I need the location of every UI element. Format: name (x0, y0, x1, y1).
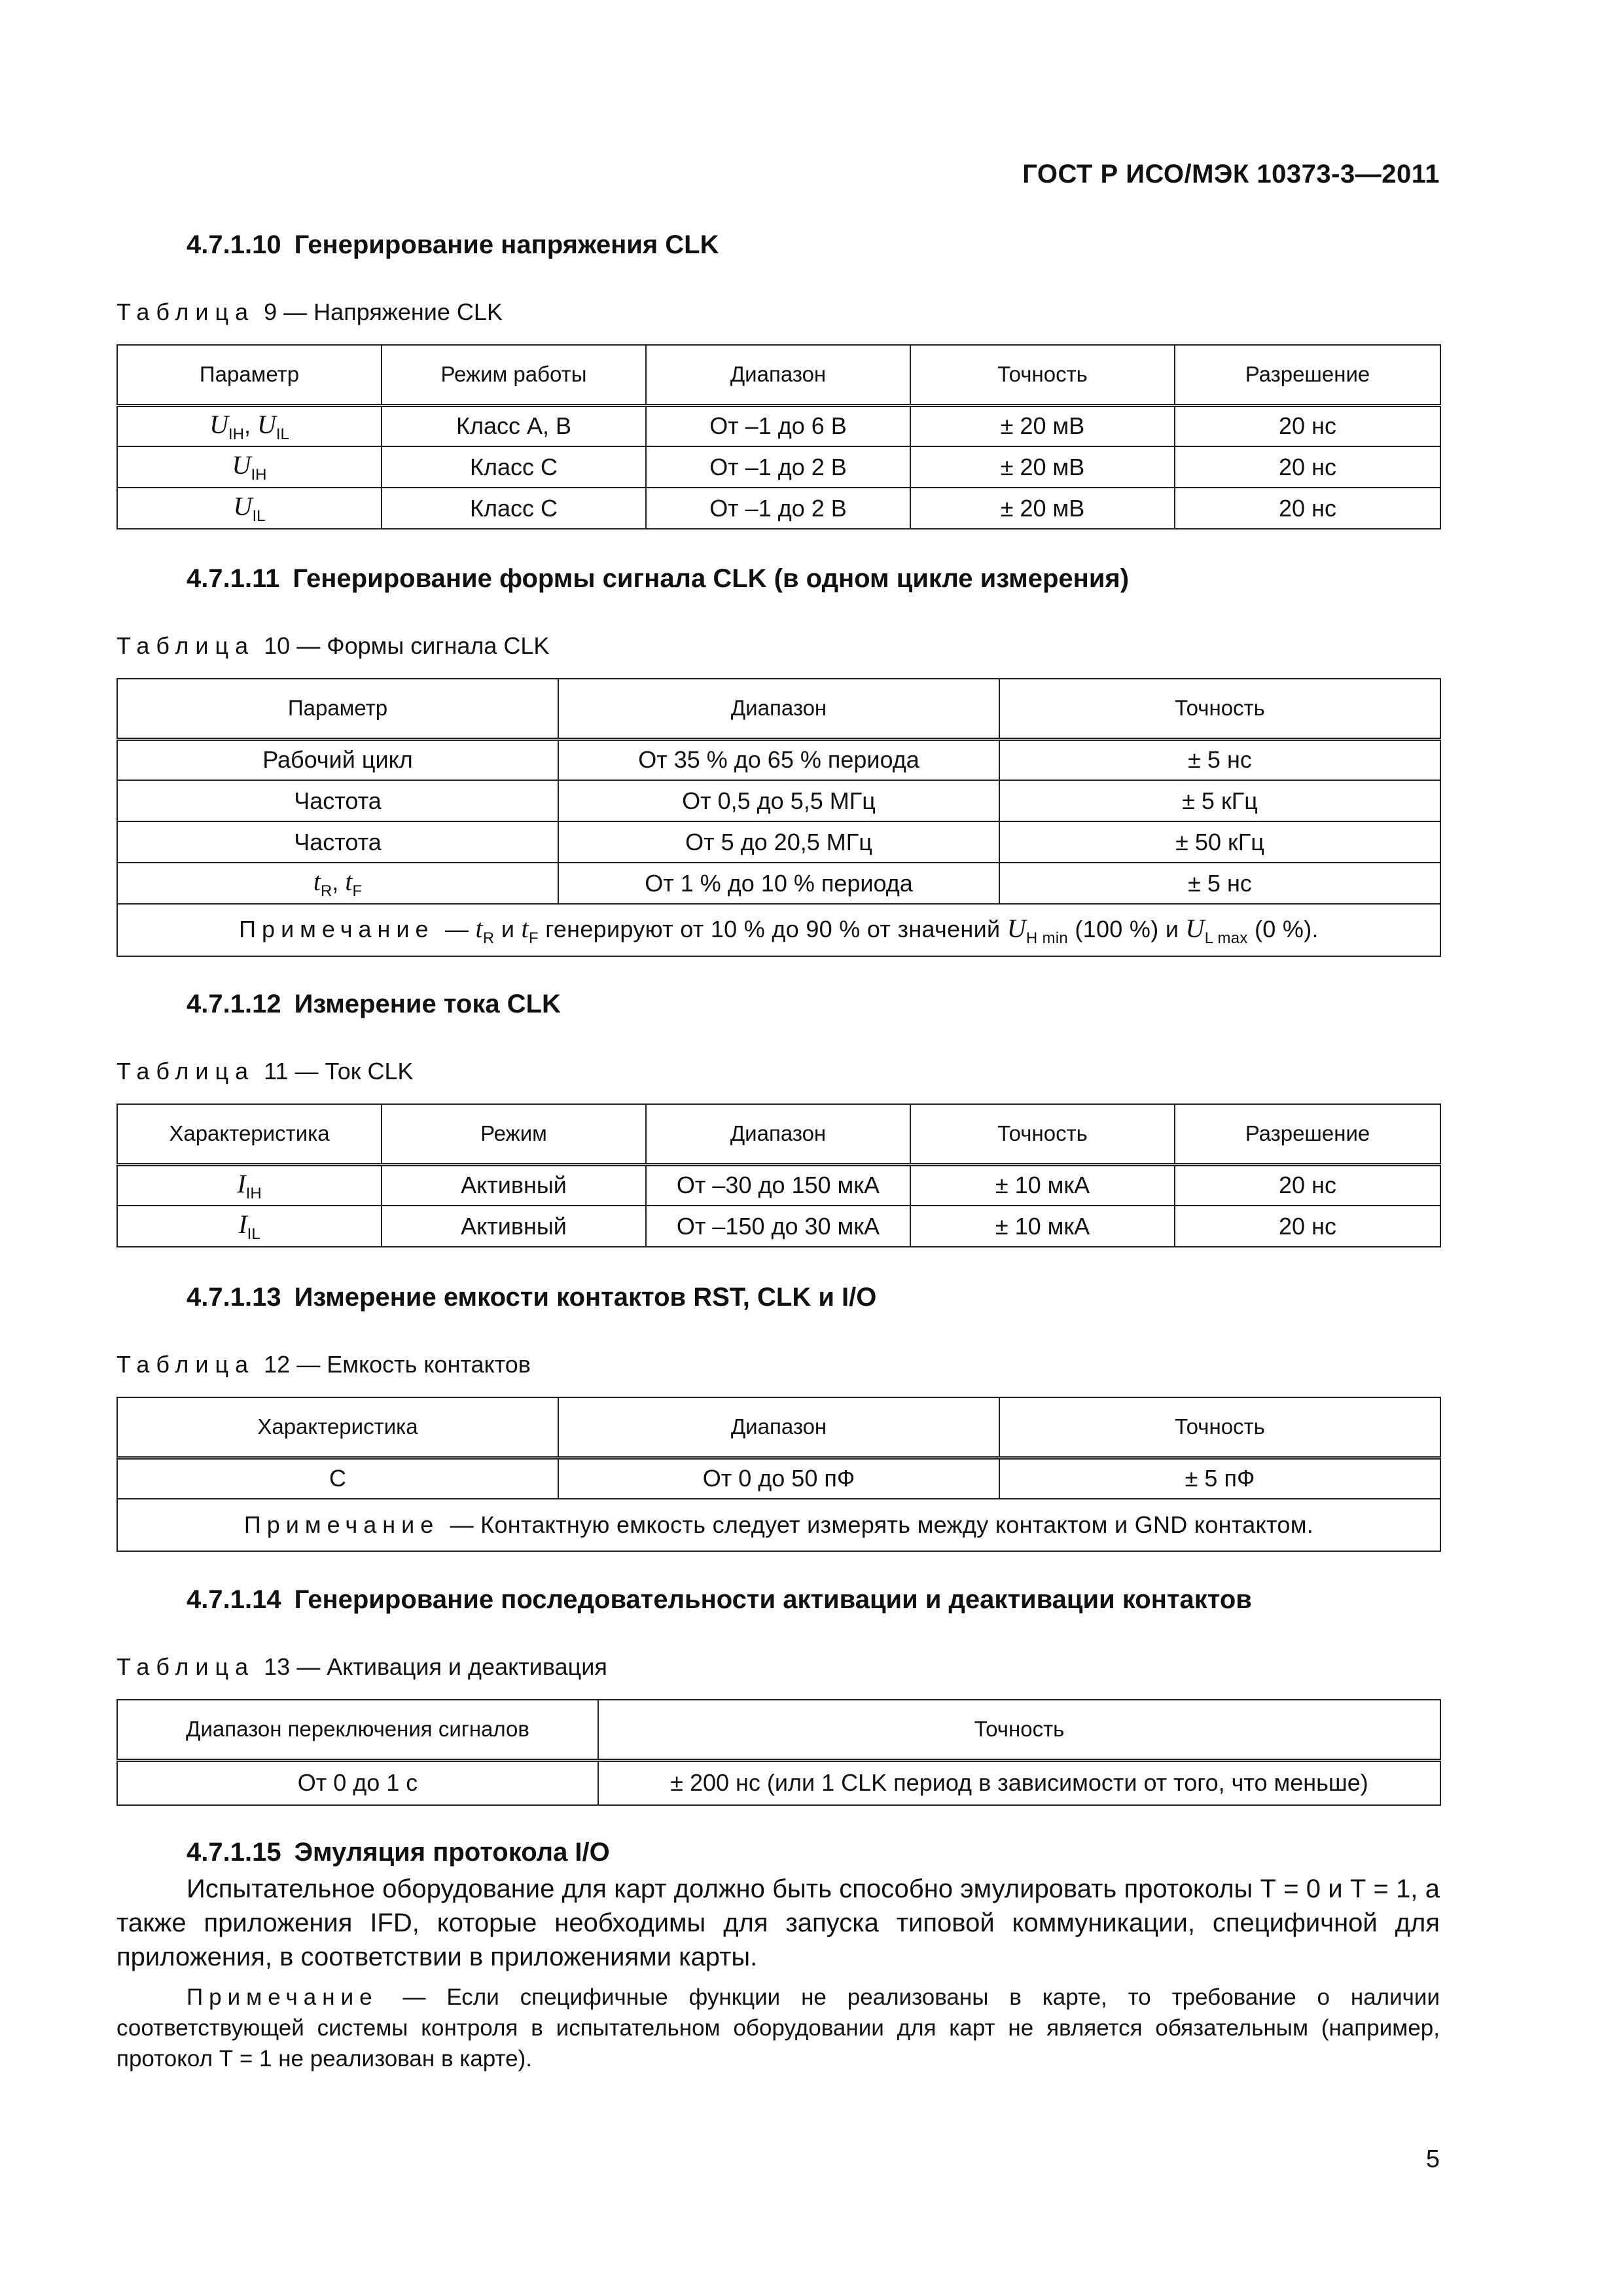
range-cell: От 0 до 1 с (117, 1760, 598, 1805)
mode-cell: Класс С (382, 446, 646, 488)
table-row (117, 863, 1440, 904)
range-cell: От –1 до 2 В (646, 446, 910, 488)
mode-cell: Класс А, В (382, 405, 646, 446)
range-cell: От –150 до 30 мкА (646, 1206, 910, 1247)
table-row (117, 446, 1440, 488)
accuracy-cell: ± 10 мкА (910, 1206, 1175, 1247)
column-header: Параметр (117, 345, 382, 405)
section-title: Эмуляция протокола I/O (294, 1838, 610, 1867)
parameter-cell: $I_{IL}$ (117, 1206, 382, 1247)
table-row (117, 405, 1440, 446)
section-heading-4-7-1-13 (187, 1283, 876, 1312)
section-number: 4.7.1.15 (187, 1838, 281, 1867)
parameter-cell: $I_{IH}$ (117, 1164, 382, 1206)
resolution-cell: 20 нс (1175, 405, 1440, 446)
table-10-clk-waveform (116, 678, 1441, 957)
range-cell: От –1 до 6 В (646, 405, 910, 446)
table-12-caption (116, 1351, 531, 1378)
table-caption-text: 11 — Ток CLK (264, 1058, 414, 1085)
accuracy-cell: ± 200 нс (или 1 CLK период в зависимости от того, что меньше) (598, 1760, 1440, 1805)
table-row (117, 780, 1440, 821)
table-word: Таблица (116, 1351, 255, 1378)
table-row (117, 1760, 1440, 1805)
parameter-cell: $U_{IH}$, $U_{IL}$ (117, 405, 382, 446)
column-header: Диапазон (558, 1397, 999, 1458)
accuracy-cell: ± 20 мВ (910, 488, 1175, 529)
column-header: Диапазон (646, 1104, 910, 1164)
range-cell: От –30 до 150 мкА (646, 1164, 910, 1206)
document-id-header: ГОСТ Р ИСО/МЭК 10373-3—2011 (1022, 160, 1440, 188)
table-row (117, 488, 1440, 529)
column-header: Параметр (117, 679, 558, 739)
section-number: 4.7.1.12 (187, 990, 281, 1018)
table-row (117, 1458, 1440, 1499)
column-header: Диапазон (558, 679, 999, 739)
parameter-cell: $U_{IL}$ (117, 488, 382, 529)
table-13-activation-deactivation (116, 1699, 1441, 1806)
resolution-cell: 20 нс (1175, 1164, 1440, 1206)
parameter-cell: Частота (117, 821, 558, 863)
range-cell: От 0 до 50 пФ (558, 1458, 999, 1499)
table-row (117, 821, 1440, 863)
table-note-row (117, 904, 1440, 956)
table-11-caption (116, 1058, 414, 1085)
accuracy-cell: ± 20 мВ (910, 446, 1175, 488)
table-11-clk-current (116, 1103, 1441, 1247)
column-header: Разрешение (1175, 1104, 1440, 1164)
section-title: Измерение емкости контактов RST, CLK и I/O (294, 1283, 877, 1312)
accuracy-cell: ± 5 нс (999, 739, 1440, 780)
section-heading-4-7-1-12 (187, 990, 561, 1019)
column-header: Точность (999, 1397, 1440, 1458)
table-caption-text: 10 — Формы сигнала CLK (264, 632, 550, 659)
range-cell: От 35 % до 65 % периода (558, 739, 999, 780)
range-cell: От 1 % до 10 % периода (558, 863, 999, 904)
section-number: 4.7.1.10 (187, 230, 281, 259)
range-cell: От –1 до 2 В (646, 488, 910, 529)
parameter-cell: Рабочий цикл (117, 739, 558, 780)
table-13-caption (116, 1653, 607, 1681)
section-heading-4-7-1-10 (187, 230, 719, 260)
table-note: Примечание — Контактную емкость следует измерять между контактом и GND контактом. (117, 1499, 1440, 1551)
parameter-cell: C (117, 1458, 558, 1499)
column-header: Точность (910, 1104, 1175, 1164)
section-title: Генерирование напряжения CLK (294, 230, 719, 259)
section-number: 4.7.1.11 (187, 564, 280, 593)
table-note: Примечание — $t_R$ и $t_F$ генерируют от 10 % до 90 % от значений $U_{H min}$ (100 %) и $U_{L max}$ (0 %). (117, 904, 1440, 956)
column-header: Характеристика (117, 1104, 382, 1164)
table-word: Таблица (116, 632, 255, 659)
parameter-cell: Частота (117, 780, 558, 821)
column-header: Режим (382, 1104, 646, 1164)
table-caption-text: 13 — Активация и деактивация (264, 1653, 607, 1680)
column-header: Точность (999, 679, 1440, 739)
section-heading-4-7-1-11 (187, 564, 1129, 594)
table-9-clk-voltage (116, 344, 1441, 529)
table-9-caption (116, 298, 503, 326)
table-word: Таблица (116, 1653, 255, 1680)
section-number: 4.7.1.14 (187, 1585, 281, 1614)
mode-cell: Активный (382, 1206, 646, 1247)
table-row (117, 739, 1440, 780)
section-heading-4-7-1-15 (187, 1838, 610, 1867)
parameter-cell: $U_{IH}$ (117, 446, 382, 488)
accuracy-cell: ± 5 кГц (999, 780, 1440, 821)
page-number: 5 (1425, 2145, 1440, 2173)
resolution-cell: 20 нс (1175, 1206, 1440, 1247)
section-title: Генерирование формы сигнала CLK (в одном цикле измерения) (293, 564, 1130, 593)
table-caption-text: 9 — Напряжение CLK (264, 298, 503, 325)
body-paragraph: Испытательное оборудование для карт должно быть способно эмулировать протоколы Т = 0 и Т = 1, а также приложения IFD, которые необходимы для запуска типовой коммуникации, специфичной для приложения, в соответствии в приложениями карты. (116, 1874, 1440, 1971)
column-header: Характеристика (117, 1397, 558, 1458)
table-row (117, 1206, 1440, 1247)
column-header: Диапазон переключения сигналов (117, 1700, 598, 1760)
column-header: Режим работы (382, 345, 646, 405)
table-caption-text: 12 — Емкость контактов (264, 1351, 531, 1378)
parameter-cell: $t_R$, $t_F$ (117, 863, 558, 904)
table-row (117, 1164, 1440, 1206)
table-12-contact-capacitance (116, 1397, 1441, 1552)
column-header: Разрешение (1175, 345, 1440, 405)
column-header: Точность (910, 345, 1175, 405)
mode-cell: Класс С (382, 488, 646, 529)
table-word: Таблица (116, 298, 255, 325)
accuracy-cell: ± 20 мВ (910, 405, 1175, 446)
accuracy-cell: ± 10 мкА (910, 1164, 1175, 1206)
table-10-caption (116, 632, 549, 660)
resolution-cell: 20 нс (1175, 446, 1440, 488)
column-header: Диапазон (646, 345, 910, 405)
accuracy-cell: ± 5 пФ (999, 1458, 1440, 1499)
range-cell: От 5 до 20,5 МГц (558, 821, 999, 863)
table-word: Таблица (116, 1058, 255, 1085)
section-heading-4-7-1-14 (187, 1585, 1252, 1615)
range-cell: От 0,5 до 5,5 МГц (558, 780, 999, 821)
accuracy-cell: ± 50 кГц (999, 821, 1440, 863)
section-title: Измерение тока CLK (294, 990, 561, 1018)
resolution-cell: 20 нс (1175, 488, 1440, 529)
accuracy-cell: ± 5 нс (999, 863, 1440, 904)
section-number: 4.7.1.13 (187, 1283, 281, 1312)
section-title: Генерирование последовательности активации и деактивации контактов (294, 1585, 1252, 1614)
mode-cell: Активный (382, 1164, 646, 1206)
column-header: Точность (598, 1700, 1440, 1760)
body-note: Примечание — Если специфичные функции не реализованы в карте, то требование о наличии соответствующей системы контроля в испытательном оборудовании для карт не является обязательным (например, протокол Т = 1 не реализован в карте). (116, 1984, 1440, 2072)
table-note-row (117, 1499, 1440, 1551)
